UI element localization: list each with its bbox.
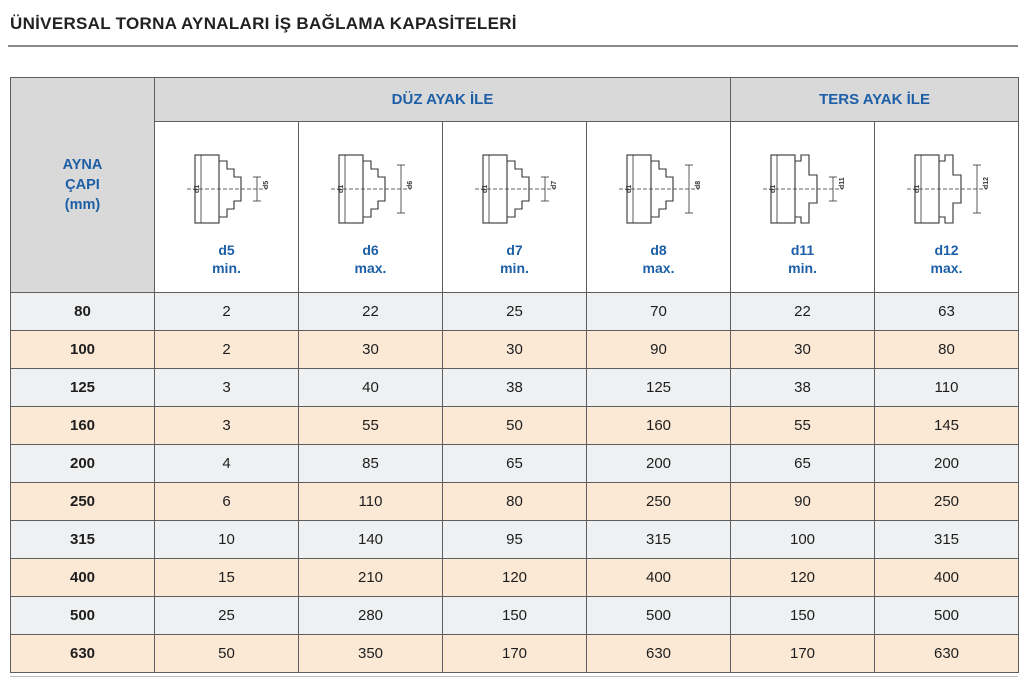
capacity-cell: 65: [731, 445, 875, 483]
column-dimension: d8: [650, 242, 667, 258]
chuck-size-cell: 80: [11, 293, 155, 331]
capacity-cell: 40: [299, 369, 443, 407]
capacity-cell: 170: [443, 635, 587, 673]
capacity-cell: 25: [155, 597, 299, 635]
table-row: [11, 369, 1019, 407]
chuck-size-cell: 160: [11, 407, 155, 445]
capacity-cell: 6: [155, 483, 299, 521]
capacity-cell: 315: [587, 521, 731, 559]
dimension-d1-tag: d1: [193, 184, 201, 193]
column-qualifier: min.: [212, 260, 241, 276]
table-row: [11, 597, 1019, 635]
dimension-d1-tag: d1: [481, 184, 489, 193]
capacity-cell: 22: [731, 293, 875, 331]
capacity-cell: 63: [875, 293, 1019, 331]
capacity-cell: 22: [299, 293, 443, 331]
chuck-size-cell: 250: [11, 483, 155, 521]
column-label: [643, 241, 675, 277]
chuck-size-cell: 500: [11, 597, 155, 635]
column-qualifier: min.: [788, 260, 817, 276]
capacity-cell: 150: [443, 597, 587, 635]
capacity-cell: 30: [443, 331, 587, 369]
table-row: [11, 293, 1019, 331]
column-dimension: d7: [506, 242, 523, 258]
column-header-d11: [731, 122, 875, 293]
capacity-cell: 170: [731, 635, 875, 673]
chuck-size-cell: 200: [11, 445, 155, 483]
jaw-diagram-icon: [897, 141, 997, 237]
jaw-diagram-icon: [465, 141, 565, 237]
capacity-cell: 2: [155, 331, 299, 369]
column-dimension: d12: [934, 242, 959, 258]
capacity-cell: 30: [731, 331, 875, 369]
row-header-line: AYNA: [62, 157, 103, 173]
jaw-diagram-icon: [609, 141, 709, 237]
dimension-d1-tag: d1: [625, 184, 633, 193]
capacity-cell: 38: [731, 369, 875, 407]
capacity-table: [10, 77, 1019, 673]
dimension-d1-tag: d1: [769, 184, 777, 193]
capacity-cell: 65: [443, 445, 587, 483]
table-row: [11, 635, 1019, 673]
capacity-cell: 630: [587, 635, 731, 673]
capacity-cell: 3: [155, 407, 299, 445]
capacity-cell: 500: [875, 597, 1019, 635]
column-qualifier: max.: [354, 260, 387, 276]
column-header-d12: [875, 122, 1019, 293]
column-qualifier: max.: [930, 260, 963, 276]
capacity-cell: 200: [875, 445, 1019, 483]
capacity-cell: 145: [875, 407, 1019, 445]
capacity-cell: 80: [443, 483, 587, 521]
capacity-cell: 30: [299, 331, 443, 369]
capacity-cell: 150: [731, 597, 875, 635]
capacity-cell: 280: [299, 597, 443, 635]
dimension-tag: d11: [838, 177, 846, 189]
chuck-size-cell: 400: [11, 559, 155, 597]
column-qualifier: min.: [500, 260, 529, 276]
jaw-diagram-icon: [753, 141, 853, 237]
table-row: [11, 483, 1019, 521]
capacity-cell: 15: [155, 559, 299, 597]
column-dimension: d6: [362, 242, 379, 258]
capacity-cell: 3: [155, 369, 299, 407]
row-header-line: (mm): [64, 197, 101, 213]
column-header-d5: [155, 122, 299, 293]
capacity-cell: 85: [299, 445, 443, 483]
capacity-cell: 315: [875, 521, 1019, 559]
jaw-diagram-icon: [177, 141, 277, 237]
column-dimension: d11: [790, 242, 815, 258]
table-row: [11, 331, 1019, 369]
capacity-cell: 90: [587, 331, 731, 369]
dimension-tag: d5: [262, 180, 270, 189]
capacity-cell: 38: [443, 369, 587, 407]
column-label: [931, 241, 963, 277]
column-header-d7: [443, 122, 587, 293]
group-header-reverse-jaw: TERS AYAK İLE: [731, 78, 1019, 122]
bottom-divider: [10, 676, 1018, 677]
capacity-cell: 110: [299, 483, 443, 521]
capacity-cell: 120: [731, 559, 875, 597]
table-row: [11, 521, 1019, 559]
dimension-d1-tag: d1: [337, 184, 345, 193]
capacity-cell: 160: [587, 407, 731, 445]
capacity-cell: 4: [155, 445, 299, 483]
title-divider: [8, 45, 1018, 47]
capacity-cell: 25: [443, 293, 587, 331]
page-title: ÜNİVERSAL TORNA AYNALARI İŞ BAĞLAMA KAPASİTELERİ: [10, 14, 517, 33]
capacity-cell: 50: [155, 635, 299, 673]
chuck-size-cell: 125: [11, 369, 155, 407]
capacity-cell: 250: [587, 483, 731, 521]
table-row: [11, 559, 1019, 597]
capacity-cell: 400: [875, 559, 1019, 597]
jaw-diagram-icon: [321, 141, 421, 237]
capacity-cell: 80: [875, 331, 1019, 369]
dimension-tag: d6: [406, 180, 414, 189]
dimension-tag: d12: [982, 176, 990, 189]
column-header-d8: [587, 122, 731, 293]
capacity-cell: 95: [443, 521, 587, 559]
capacity-cell: 100: [731, 521, 875, 559]
capacity-cell: 125: [587, 369, 731, 407]
table-row: [11, 445, 1019, 483]
capacity-cell: 400: [587, 559, 731, 597]
column-label: [788, 241, 817, 277]
column-label: [212, 241, 241, 277]
column-qualifier: max.: [642, 260, 675, 276]
row-header-line: ÇAPI: [65, 177, 100, 193]
capacity-cell: 120: [443, 559, 587, 597]
capacity-cell: 110: [875, 369, 1019, 407]
capacity-cell: 90: [731, 483, 875, 521]
capacity-cell: 350: [299, 635, 443, 673]
dimension-d1-tag: d1: [913, 184, 921, 193]
capacity-cell: 630: [875, 635, 1019, 673]
capacity-cell: 210: [299, 559, 443, 597]
capacity-cell: 250: [875, 483, 1019, 521]
column-dimension: d5: [218, 242, 235, 258]
chuck-size-cell: 100: [11, 331, 155, 369]
capacity-cell: 70: [587, 293, 731, 331]
group-header-straight-jaw: DÜZ AYAK İLE: [155, 78, 731, 122]
dimension-tag: d8: [694, 180, 702, 189]
chuck-size-cell: 630: [11, 635, 155, 673]
capacity-cell: 55: [299, 407, 443, 445]
chuck-size-cell: 315: [11, 521, 155, 559]
capacity-cell: 50: [443, 407, 587, 445]
capacity-cell: 10: [155, 521, 299, 559]
table-body: [11, 293, 1019, 673]
capacity-cell: 2: [155, 293, 299, 331]
table-row: [11, 407, 1019, 445]
capacity-cell: 140: [299, 521, 443, 559]
capacity-cell: 200: [587, 445, 731, 483]
column-label: [355, 241, 387, 277]
column-header-d6: [299, 122, 443, 293]
capacity-cell: 500: [587, 597, 731, 635]
row-header-chuck-diameter: [11, 78, 155, 293]
dimension-tag: d7: [550, 180, 558, 189]
capacity-cell: 55: [731, 407, 875, 445]
column-label: [500, 241, 529, 277]
